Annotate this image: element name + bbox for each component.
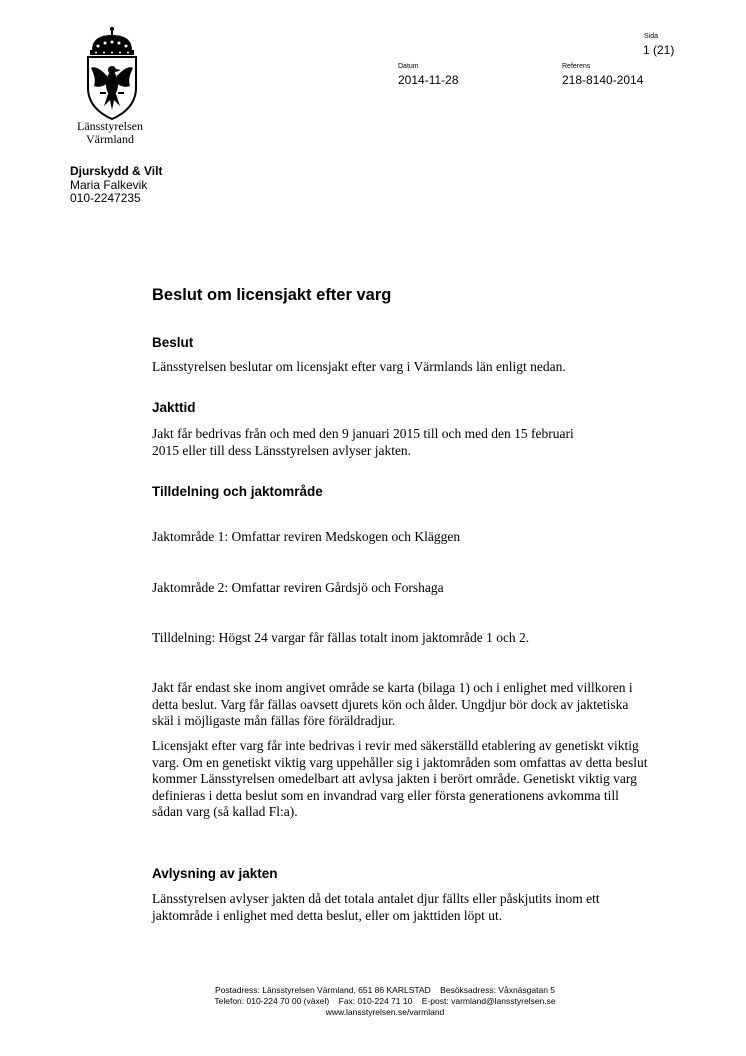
document-body: [152, 284, 652, 923]
section-heading-tilldelning: Tilldelning och jaktområde: [152, 484, 323, 499]
paragraph-hunting-area-2: Jaktområde 2: Omfattar reviren Gårdsjö och Forshaga: [152, 580, 444, 595]
paragraph-genetic-wolf: Licensjakt efter varg får inte bedrivas i revir med säkerställd etablering av genetiskt viktig varg. Om en genetiskt viktig varg uppehåller sig i jaktområden som omfattas av detta beslut kommer Länsstyrelsen omedelbart att avlysa jakten i berört område. Genetiskt viktig varg definieras i detta beslut som en invandrad varg eller första generationens avkomma till sådan varg (så kallad Fl:a).: [152, 738, 648, 819]
paragraph-hunting-area-1: Jaktområde 1: Omfattar reviren Medskogen och Kläggen: [152, 529, 461, 544]
paragraph-avlysning: Länsstyrelsen avlyser jakten då det totala antalet djur fällts eller påskjutits inom ett jaktområde i enlighet med detta beslut, eller om jakttiden löpt ut.: [152, 891, 600, 923]
agency-name-line1: Länsstyrelsen: [77, 119, 143, 133]
section-heading-jakttid: Jakttid: [152, 400, 196, 415]
document-title: Beslut om licensjakt efter varg: [152, 286, 392, 304]
page-label: Sida: [644, 33, 659, 40]
coat-of-arms-logo: [80, 26, 144, 122]
footer-address-line: Postadress: Länsstyrelsen Värmland, 651 86 KARLSTAD Besöksadress: Våxnäsgatan 5: [214, 985, 556, 995]
paragraph-conditions: Jakt får endast ske inom angivet område se karta (bilaga 1) och i enlighet med villkoren i detta beslut. Varg får fällas oavsett djurets kön och ålder. Ungdjur bör dock av jaktetiska skäl i möjligaste mån fällas före föräldradjur.: [152, 680, 633, 728]
sender-phone: 010-2247235: [70, 191, 141, 205]
sender-name: Maria Falkevik: [70, 177, 148, 192]
page-footer: [120, 985, 650, 1018]
footer-website-line: www.lansstyrelsen.se/varmland: [325, 1007, 445, 1017]
page-number: 1 (21): [643, 43, 675, 57]
sender-department: Djurskydd & Vilt: [70, 164, 163, 178]
reference-value: 218-8140-2014: [562, 73, 644, 87]
paragraph-jakttid: Jakt får bedrivas från och med den 9 januari 2015 till och med den 15 februari 2015 eller till dess Länsstyrelsen avlyser jakten.: [152, 426, 574, 458]
sender-block: [70, 165, 162, 206]
paragraph-beslut: Länsstyrelsen beslutar om licensjakt efter varg i Värmlands län enligt nedan.: [152, 359, 566, 374]
paragraph-allocation: Tilldelning: Högst 24 vargar får fällas totalt inom jaktområde 1 och 2.: [152, 630, 530, 645]
reference-label: Referens: [562, 63, 591, 70]
agency-name-line2: Värmland: [86, 132, 134, 146]
section-heading-beslut: Beslut: [152, 335, 194, 350]
date-label: Datum: [398, 63, 419, 70]
agency-name: [60, 120, 160, 146]
section-heading-avlysning: Avlysning av jakten: [152, 866, 278, 881]
date-value: 2014-11-28: [398, 73, 459, 87]
footer-contact-line: Telefon: 010-224 70 00 (växel) Fax: 010-224 71 10 E-post: varmland@lansstyrelsen.se: [214, 996, 556, 1006]
